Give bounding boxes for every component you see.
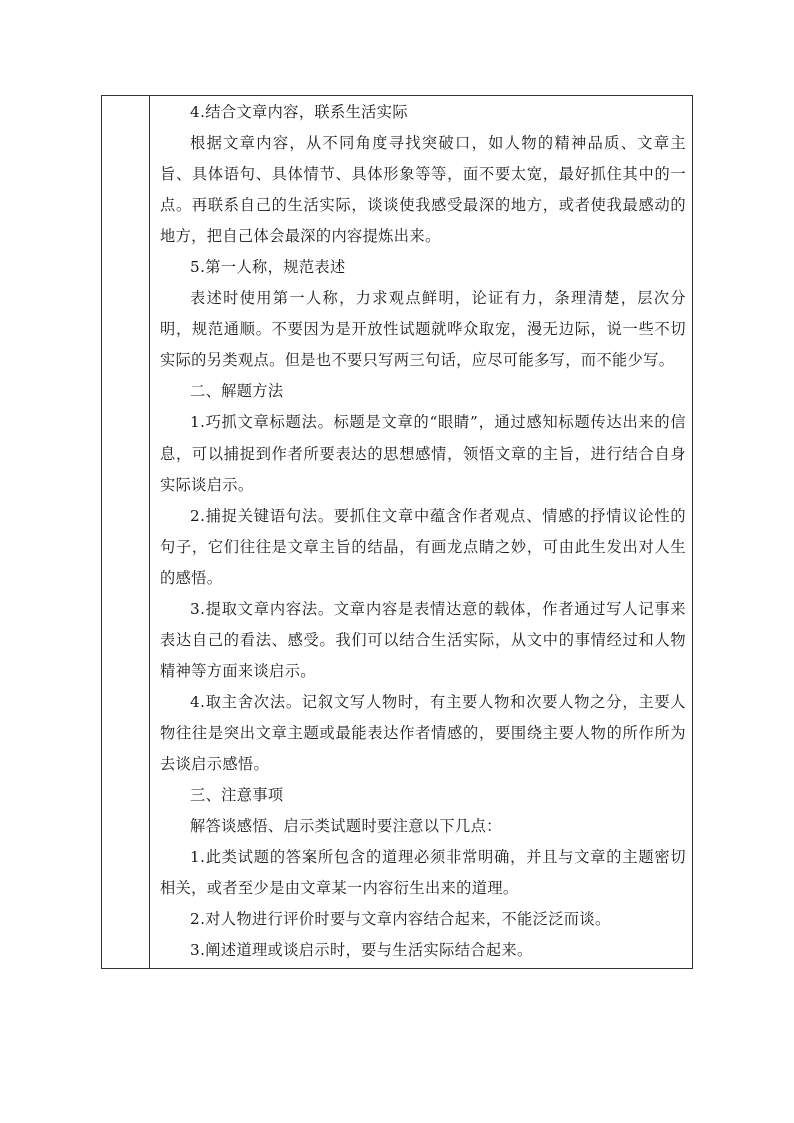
table-left-column [102, 96, 150, 968]
method-4: 4.取主舍次法。记叙文写人物时，有主要人物和次要人物之分，主要人物往往是突出文章主题或最能表达作者情感的，要围绕主要人物的所作所为去谈启示感悟。 [160, 692, 686, 773]
section-2-heading: 二、解题方法 [190, 382, 284, 401]
method-3: 3.提取文章内容法。文章内容是表情达意的载体，作者通过写人记事来表达自己的看法、感受。我们可以结合生活实际，从文中的事情经过和人物精神等方面来谈启示。 [160, 599, 686, 680]
point-4-heading: 4.结合文章内容，联系生活实际 [190, 103, 408, 121]
note-2: 2.对人物进行评价时要与文章内容结合起来，不能泛泛而谈。 [190, 910, 611, 929]
note-3: 3.阐述道理或谈启示时，要与生活实际结合起来。 [190, 941, 533, 960]
method-2: 2.捕捉关键语句法。要抓住文章中蕴含作者观点、情感的抒情议论性的句子，它们往往是文章主旨的结晶，有画龙点睛之妙，可由此生发出对人生的感悟。 [160, 506, 686, 587]
table-content-cell [150, 96, 692, 968]
document-table [101, 95, 693, 969]
point-5-heading: 5.第一人称，规范表述 [190, 258, 346, 277]
notes-intro: 解答谈感悟、启示类试题时要注意以下几点： [190, 817, 502, 836]
note-1: 1.此类试题的答案所包含的道理必须非常明确，并且与文章的主题密切相关，或者至少是由文章某一内容衍生出来的道理。 [160, 848, 686, 898]
section-3-heading: 三、注意事项 [190, 786, 284, 805]
point-4-body: 根据文章内容，从不同角度寻找突破口，如人物的精神品质、文章主旨、具体语句、具体情节、具体形象等等，面不要太宽，最好抓住其中的一点。再联系自己的生活实际，谈谈使我感受最深的地方，或者使我最感动的地方，把自己体会最深的内容提炼出来。 [160, 134, 686, 246]
method-1: 1.巧抓文章标题法。标题是文章的“眼睛”，通过感知标题传达出来的信息，可以捕捉到作者所要表达的思想感情，领悟文章的主旨，进行结合自身实际谈启示。 [160, 413, 686, 494]
point-5-body: 表述时使用第一人称，力求观点鲜明，论证有力，条理清楚，层次分明，规范通顺。不要因为是开放性试题就哗众取宠，漫无边际，说一些不切实际的另类观点。但是也不要只写两三句话，应尽可能多写，而不能少写。 [160, 289, 686, 370]
